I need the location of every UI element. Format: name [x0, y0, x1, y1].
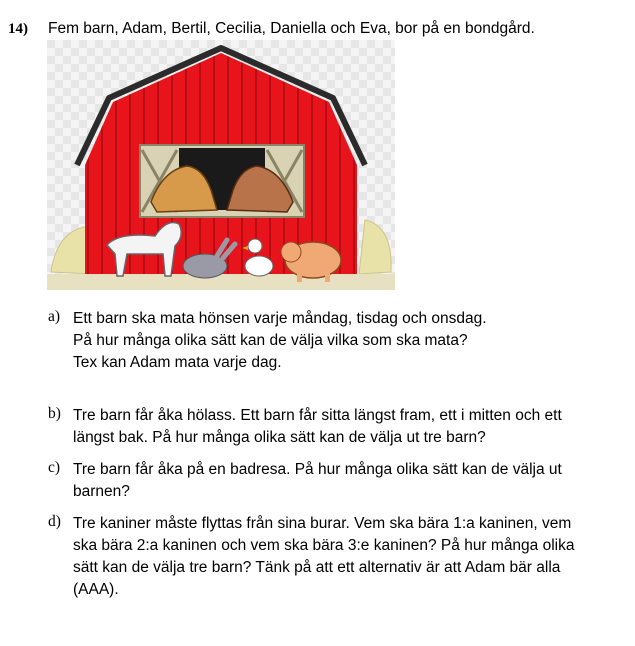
subquestion-line: Tre barn får åka på en badresa. På hur många olika sätt kan de välja ut	[73, 461, 562, 478]
subquestion-line: Tre kaniner måste flyttas från sina burar. Vem ska bära 1:a kaninen, vem	[73, 515, 572, 532]
subquestion-letter: c)	[48, 459, 61, 476]
rabbit	[183, 254, 227, 278]
subquestion-line: Tex kan Adam mata varje dag.	[73, 354, 282, 371]
ground	[47, 274, 395, 290]
barn-illustration	[47, 40, 395, 290]
subquestion-line: Ett barn ska mata hönsen varje måndag, tisdag och onsdag.	[73, 310, 487, 327]
subquestion-line: ska bära 2:a kaninen och vem ska bära 3:e kaninen? På hur många olika	[73, 537, 575, 554]
subquestion-line: (AAA).	[73, 581, 119, 598]
subquestion-line: Tre barn får åka hölass. Ett barn får sitta längst fram, ett i mitten och ett	[73, 407, 562, 424]
subquestion-b	[48, 405, 623, 449]
question-title: Fem barn, Adam, Bertil, Cecilia, Daniella och Eva, bor på en bondgård.	[48, 20, 535, 37]
subquestion-line: längst bak. På hur många olika sätt kan de välja ut tre barn?	[73, 429, 486, 446]
subquestion-letter: a)	[48, 308, 61, 325]
question-number: 14)	[8, 21, 28, 37]
subquestion-line: sätt kan de välja tre barn? Tänk på att ett alternativ är att Adam bär alla	[73, 559, 561, 576]
subquestion-line: På hur många olika sätt kan de välja vilka som ska mata?	[73, 332, 468, 349]
subquestion-c	[48, 459, 623, 503]
subquestion-d	[48, 513, 623, 601]
duck	[245, 256, 273, 276]
subquestion-a	[48, 308, 623, 374]
subquestion-letter: b)	[48, 405, 61, 422]
subquestion-letter: d)	[48, 513, 61, 530]
subquestion-line: barnen?	[73, 483, 130, 500]
